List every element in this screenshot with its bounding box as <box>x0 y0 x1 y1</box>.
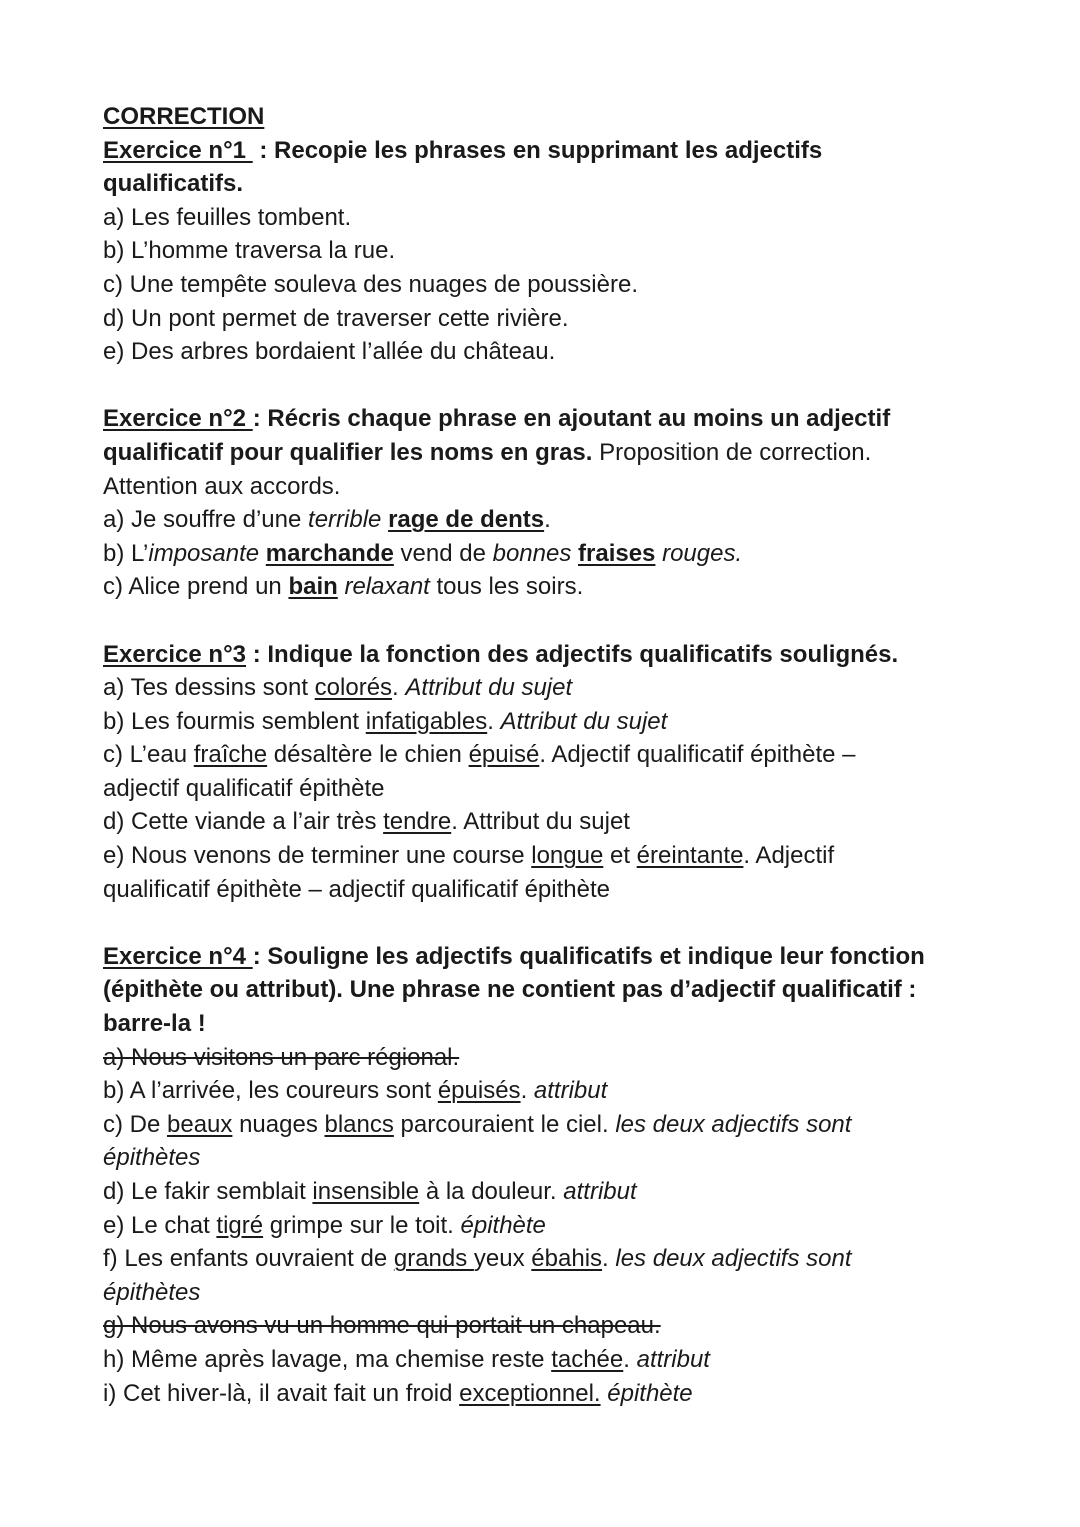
text-segment: exceptionnel. <box>459 1379 601 1407</box>
text-segment: . <box>544 506 551 534</box>
text-segment: fraîche <box>193 741 268 769</box>
text-segment: f) Les enfants ouvraient de <box>103 1245 394 1273</box>
text-segment: blancs <box>324 1110 394 1138</box>
text-line <box>103 1209 925 1243</box>
text-line <box>103 1175 925 1209</box>
text-segment: barre-la ! <box>103 1010 206 1038</box>
text-segment: épithètes <box>103 1144 201 1172</box>
text-segment: grands <box>393 1245 474 1273</box>
text-segment: à la douleur. <box>419 1178 564 1205</box>
text-line <box>103 1141 925 1175</box>
text-segment: Attention aux accords. <box>103 472 341 500</box>
text-segment: a) Je souffre d’une <box>103 506 309 534</box>
text-segment: b) A l’arrivée, les coureurs sont <box>103 1077 438 1105</box>
text-segment: Attribut du sujet <box>500 707 668 735</box>
text-line <box>103 772 925 806</box>
text-segment <box>571 540 578 567</box>
text-segment: b) Les fourmis semblent <box>103 707 366 735</box>
text-line <box>103 470 925 504</box>
text-segment: ébahis <box>531 1245 603 1273</box>
text-line <box>103 973 925 1007</box>
text-segment: Exercice n°4 <box>103 942 253 970</box>
text-segment: b) L’homme traversa la rue. <box>103 237 396 265</box>
text-segment: yeux <box>473 1245 532 1273</box>
text-segment: qualificatif épithète – adjectif qualificatif épithète <box>103 875 610 903</box>
text-segment: insensible <box>312 1178 420 1205</box>
text-line <box>103 1108 925 1142</box>
text-segment: épithète <box>460 1211 546 1239</box>
text-segment: attribut <box>636 1345 710 1373</box>
text-segment: : Souligne les adjectifs qualificatifs et indique leur fonction <box>252 942 925 970</box>
text-line <box>103 1242 925 1276</box>
text-line <box>103 436 925 470</box>
text-line <box>103 234 925 268</box>
text-segment: attribut <box>563 1178 637 1205</box>
text-segment: . Attribut du sujet <box>451 808 630 836</box>
text-segment: a) Tes dessins sont <box>103 674 315 702</box>
text-segment: e) Le chat <box>103 1211 217 1239</box>
text-segment: . Adjectif <box>743 842 835 870</box>
blank-line <box>103 369 925 403</box>
text-segment: a) Les feuilles tombent. <box>103 203 352 231</box>
text-segment: éreintante <box>636 842 744 870</box>
text-line <box>103 638 925 672</box>
text-segment: beaux <box>167 1110 233 1138</box>
text-segment: qualificatifs. <box>103 170 244 198</box>
text-segment: c) Une tempête souleva des nuages de poussière. <box>103 270 638 298</box>
text-segment: grimpe sur le toit. <box>263 1211 461 1239</box>
text-line <box>103 1309 925 1343</box>
text-segment: épuisé <box>468 741 540 769</box>
text-line <box>103 839 925 873</box>
text-line <box>103 537 925 571</box>
text-segment: . <box>602 1245 616 1273</box>
text-segment: i) Cet hiver-là, il avait fait un froid <box>103 1379 460 1407</box>
text-line <box>103 268 925 302</box>
text-segment: Exercice n°1 <box>103 136 253 164</box>
text-segment: tous les soirs. <box>429 573 584 601</box>
text-segment: Proposition de correction. <box>592 438 872 466</box>
text-segment: : Indique la fonction des adjectifs qualificatifs soulignés. <box>246 640 899 668</box>
text-segment: CORRECTION <box>103 103 265 130</box>
text-segment: épithètes <box>103 1278 201 1306</box>
text-segment: les deux adjectifs sont <box>615 1245 852 1273</box>
text-segment: g) Nous avons vu un homme qui portait un chapeau. <box>103 1312 661 1340</box>
text-segment: désaltère le chien <box>267 741 469 769</box>
text-segment: tendre <box>383 808 452 836</box>
text-segment: longue <box>531 842 604 870</box>
text-segment: d) Cette viande a l’air très <box>103 808 384 836</box>
text-segment: . <box>520 1077 534 1105</box>
text-line <box>103 1074 925 1108</box>
text-line <box>103 503 925 537</box>
text-line <box>103 1343 925 1377</box>
text-line <box>103 302 925 336</box>
text-line <box>103 1007 925 1041</box>
text-segment: (épithète ou attribut). Une phrase ne contient pas d’adjectif qualificatif : <box>103 976 917 1004</box>
text-segment: c) De <box>103 1110 168 1138</box>
text-segment: h) Même après lavage, ma chemise reste <box>103 1345 552 1373</box>
text-line <box>103 100 925 134</box>
text-segment: marchande <box>265 539 394 567</box>
text-line <box>103 1276 925 1310</box>
text-segment: qualificatif pour qualifier les noms en gras. <box>103 438 593 466</box>
text-line <box>103 940 925 974</box>
text-segment: tigré <box>216 1211 264 1239</box>
text-line <box>103 805 925 839</box>
text-segment: c) L’eau <box>103 741 194 769</box>
text-segment: colorés <box>314 674 393 702</box>
text-segment: d) Un pont permet de traverser cette rivière. <box>103 304 569 332</box>
blank-line <box>103 906 925 940</box>
text-segment: . <box>623 1345 637 1373</box>
text-line <box>103 167 925 201</box>
text-line <box>103 1377 925 1411</box>
text-line <box>103 738 925 772</box>
text-segment: adjectif qualificatif épithète <box>103 774 385 802</box>
correction-document <box>103 100 925 1410</box>
text-segment: rouges. <box>655 539 743 567</box>
text-segment <box>259 540 266 567</box>
text-segment: et <box>603 842 637 870</box>
text-segment: a) Nous visitons un parc régional. <box>103 1043 460 1071</box>
text-segment: : Récris chaque phrase en ajoutant au moins un adjectif <box>252 405 891 433</box>
text-segment: d) Le fakir semblait <box>103 1178 313 1205</box>
text-line <box>103 1041 925 1075</box>
text-line <box>103 570 925 604</box>
text-segment: attribut <box>533 1077 608 1105</box>
text-segment: c) Alice prend un <box>103 573 289 601</box>
text-segment: épuisés <box>437 1077 521 1105</box>
text-segment: nuages <box>232 1110 325 1138</box>
text-line <box>103 705 925 739</box>
text-segment: : Recopie les phrases en supprimant les adjectifs <box>252 136 823 164</box>
blank-line <box>103 604 925 638</box>
text-line <box>103 335 925 369</box>
text-line <box>103 402 925 436</box>
text-segment: terrible <box>308 506 382 534</box>
text-segment: . Adjectif qualificatif épithète – <box>539 741 856 769</box>
text-segment: relaxant <box>337 573 430 601</box>
text-line <box>103 201 925 235</box>
text-segment: e) Des arbres bordaient l’allée du château. <box>103 338 556 366</box>
text-segment: bonnes <box>492 539 572 567</box>
text-segment: épithète <box>607 1379 693 1407</box>
text-segment: . <box>487 707 501 735</box>
text-segment: e) Nous venons de terminer une course <box>103 842 532 870</box>
text-segment: Exercice n°2 <box>103 405 253 433</box>
text-segment: vend de <box>393 539 493 567</box>
text-segment: fraises <box>578 539 656 567</box>
text-segment: infatigables <box>365 707 488 735</box>
text-segment: rage de dents <box>388 506 545 534</box>
text-segment: les deux adjectifs sont <box>615 1110 852 1138</box>
text-segment: bain <box>288 573 338 601</box>
text-segment: imposante <box>148 539 260 567</box>
text-segment: Exercice n°3 <box>103 640 247 668</box>
text-segment: Attribut du sujet <box>405 674 573 702</box>
text-segment: tachée <box>551 1345 624 1373</box>
text-segment: b) L’ <box>103 539 149 567</box>
text-line <box>103 134 925 168</box>
text-line <box>103 873 925 907</box>
text-line <box>103 671 925 705</box>
text-segment: . <box>392 674 406 702</box>
text-segment: parcouraient le ciel. <box>393 1110 616 1138</box>
